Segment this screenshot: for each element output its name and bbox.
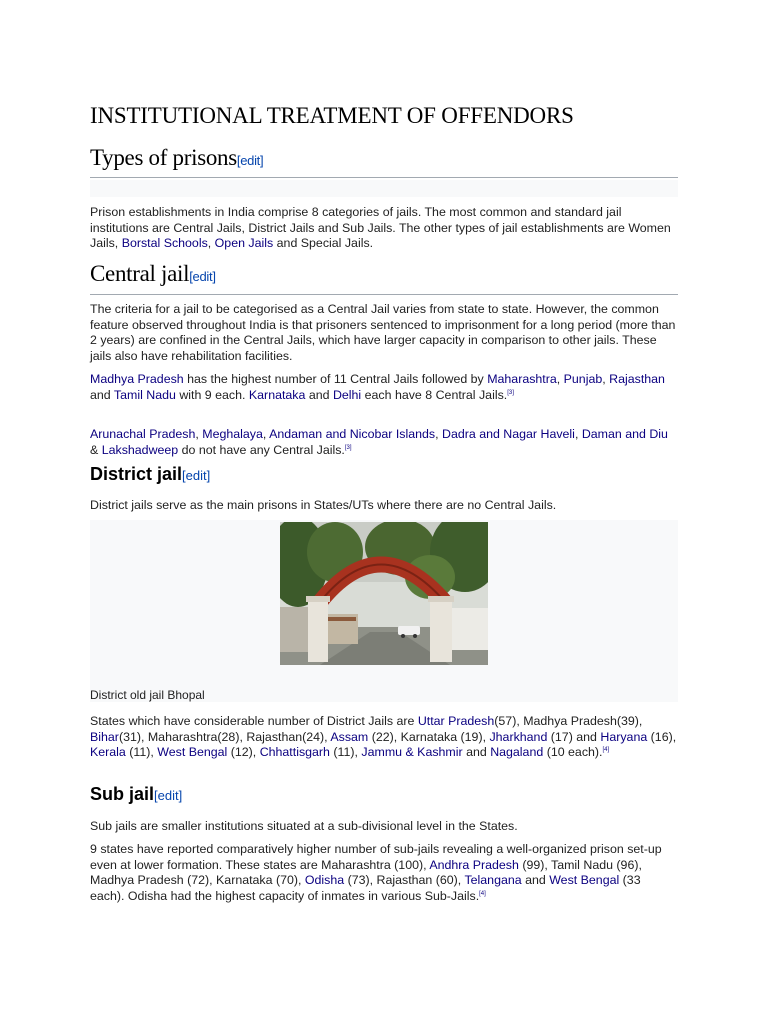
section-heading-central: Central jail[edit] [90, 261, 216, 286]
link-haryana[interactable]: Haryana [600, 729, 648, 744]
link-west-bengal[interactable]: West Bengal [549, 873, 620, 887]
link-chhattisgarh[interactable]: Chhattisgarh [259, 745, 330, 759]
types-paragraph: Prison establishments in India comprise 8 categories of jails. The most common and standard jail institutions are Central Jails, District Jails and Sub Jails. The other types of jail establishments are Women Jails, Borstal Schools, Open Jails and Special Jails. [90, 205, 671, 250]
link-borstal-schools[interactable]: Borstal Schools [121, 236, 208, 250]
reference-link[interactable]: [3] [344, 444, 352, 451]
reference-link[interactable]: [4] [602, 746, 610, 753]
link-open-jails[interactable]: Open Jails [214, 236, 274, 250]
link-odisha[interactable]: Odisha [304, 873, 345, 887]
link-karnataka[interactable]: Karnataka [248, 387, 306, 402]
link-andhra-pradesh[interactable]: Andhra Pradesh [429, 857, 519, 872]
link-uttar-pradesh[interactable]: Uttar Pradesh [417, 714, 495, 728]
link-punjab[interactable]: Punjab [563, 372, 603, 386]
image-caption: District old jail Bhopal [90, 688, 205, 702]
link-lakshadweep[interactable]: Lakshadweep [101, 442, 179, 457]
section-divider [90, 294, 678, 295]
sub-paragraph-2: 9 states have reported comparatively higher number of sub-jails revealing a well-organized prison set-up even at lower formation. These states are Maharashtra (100), Andhra Pradesh (99), Tamil Nadu (96), Madhya Pradesh (72), Karnataka (70), Odisha (73), Rajasthan (60), Telangana and West Bengal (33 each). Odisha had the highest capacity of inmates in various Sub-Jails.[4] [90, 842, 662, 903]
link-tamil-nadu[interactable]: Tamil Nadu [113, 387, 176, 402]
link-dadra-nagar-haveli[interactable]: Dadra and Nagar Haveli [442, 427, 575, 441]
section-heading-sub: Sub jail[edit] [90, 784, 183, 804]
link-delhi[interactable]: Delhi [332, 387, 362, 402]
district-paragraph-1: District jails serve as the main prisons in States/UTs where there are no Central Jails. [90, 498, 557, 512]
reference-link[interactable]: [3] [507, 389, 514, 396]
link-west-bengal[interactable]: West Bengal [157, 745, 228, 759]
link-telangana[interactable]: Telangana [464, 873, 522, 887]
link-arunachal-pradesh[interactable]: Arunachal Pradesh [90, 427, 196, 441]
link-maharashtra[interactable]: Maharashtra [487, 372, 557, 386]
link-andaman-nicobar[interactable]: Andaman and Nicobar Islands [269, 427, 436, 441]
section-divider [90, 177, 678, 178]
image-figure [90, 520, 678, 702]
central-paragraph-1: The criteria for a jail to be categorised as a Central Jail varies from state to state. However, the common feature observed throughout India is that prisoners sentenced to imprisonment for a long period (more than 2 years) are confined in the Central Jails, which have larger capacity in comparison to other jails. These jails also have rehabilitation facilities. [90, 302, 676, 363]
link-jammu-kashmir[interactable]: Jammu & Kashmir [361, 745, 463, 759]
edit-link-central[interactable]: edit [192, 269, 213, 284]
section-title-types: Types of prisons [90, 145, 237, 170]
edit-link-sub[interactable]: edit [157, 788, 179, 803]
district-paragraph-2: States which have considerable number of District Jails are Uttar Pradesh(57), Madhya Pradesh(39), Bihar(31), Maharashtra(28), Rajasthan(24), Assam (22), Karnataka (19), Jharkhand (17) and Haryana (16), Kerala (11), West Bengal (12), Chhattisgarh (11), Jammu & Kashmir and Nagaland (10 each).[4] [90, 714, 677, 759]
link-nagaland[interactable]: Nagaland [490, 745, 544, 759]
central-paragraph-3: Arunachal Pradesh, Meghalaya, Andaman and Nicobar Islands, Dadra and Nagar Haveli, Daman and Diu & Lakshadweep do not have any Central Jails.[3] [90, 427, 668, 457]
link-kerala[interactable]: Kerala [90, 745, 126, 759]
edit-link-district[interactable]: edit [185, 468, 207, 483]
sub-paragraph-1: Sub jails are smaller institutions situated at a sub-divisional level in the States. [90, 819, 518, 833]
link-jharkhand[interactable]: Jharkhand [489, 729, 548, 744]
central-paragraph-2: Madhya Pradesh has the highest number of 11 Central Jails followed by Maharashtra, Punjab, Rajasthan and Tamil Nadu with 9 each. Karnataka and Delhi each have 8 Central Jails.[3] [90, 372, 665, 402]
edit-link-types[interactable]: edit [240, 153, 260, 168]
info-box [90, 180, 678, 197]
section-heading-types: Types of prisons[edit] [90, 145, 264, 170]
link-bihar[interactable]: Bihar [90, 729, 119, 744]
reference-link[interactable]: [4] [479, 890, 486, 897]
page-title: INSTITUTIONAL TREATMENT OF OFFENDORS [90, 103, 574, 128]
link-meghalaya[interactable]: Meghalaya [202, 427, 263, 441]
link-daman-diu[interactable]: Daman and Diu [581, 427, 668, 441]
link-rajasthan[interactable]: Rajasthan [609, 372, 665, 386]
section-heading-district: District jail[edit] [90, 464, 211, 484]
link-assam[interactable]: Assam [330, 729, 369, 744]
jail-gate-photo[interactable] [280, 522, 488, 665]
link-madhya-pradesh[interactable]: Madhya Pradesh [90, 372, 184, 386]
